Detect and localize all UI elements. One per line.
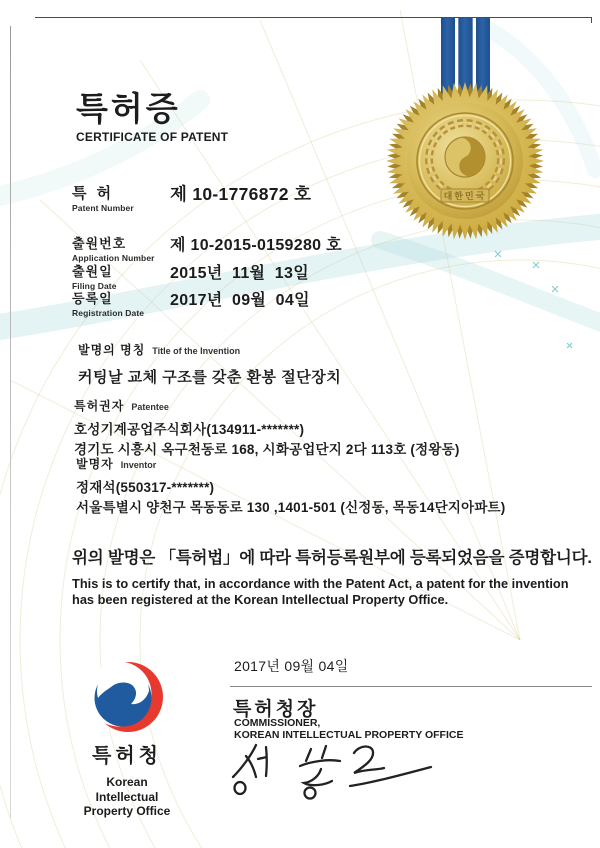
filing-date-row bbox=[72, 265, 309, 291]
patentee-label-ko: 특허권자 bbox=[74, 399, 125, 413]
certification-statement-en-line1: This is to certify that, in accordance with the Patent Act, a patent for the invention bbox=[72, 576, 569, 591]
invention-title-section bbox=[78, 341, 341, 387]
invention-title-value: 커팅날 교체 구조를 갖춘 환봉 절단장치 bbox=[78, 369, 342, 386]
patentee-section bbox=[74, 397, 460, 458]
scan-artifact-line bbox=[10, 26, 11, 818]
certification-statement bbox=[72, 544, 592, 607]
registration-date-value: 2017년 09월 04일 bbox=[170, 292, 310, 309]
title-block bbox=[76, 92, 228, 144]
registration-date-label-en: Registration Date bbox=[72, 307, 145, 318]
certification-statement-en-line2: has been registered at the Korean Intellectual Property Office. bbox=[72, 591, 449, 607]
taegeuk-logo-icon bbox=[90, 660, 164, 734]
certification-statement-ko: 위의 발명은 「특허법」에 따라 특허등록원부에 등록되었음을 증명합니다. bbox=[72, 549, 592, 567]
medal-seal-text: 대한민국 bbox=[443, 191, 487, 201]
issue-date: 2017년 09월 04일 bbox=[234, 658, 349, 674]
application-number-row bbox=[72, 237, 342, 263]
application-number-label-ko: 출원번호 bbox=[72, 236, 127, 251]
filing-date-label-en: Filing Date bbox=[72, 280, 117, 291]
patent-number-label-ko: 특 허 bbox=[72, 185, 115, 202]
agency-name-ko: 특허청 bbox=[92, 745, 162, 767]
application-number-value: 제 10-2015-0159280 호 bbox=[170, 237, 342, 254]
patentee-address: 경기도 시흥시 옥구천동로 168, 시화공업단지 2다 113호 (정왕동) bbox=[74, 441, 460, 457]
gold-medal-seal-icon bbox=[385, 81, 545, 241]
kipo-logo-block bbox=[77, 660, 177, 819]
filing-date-label-ko: 출원일 bbox=[72, 264, 113, 279]
inventor-address: 서울특별시 양천구 목동동로 130 ,1401-501 (신정동, 목동14단지아파트) bbox=[76, 499, 506, 515]
agency-name-en bbox=[77, 775, 177, 819]
inventor-name: 정재석(550317-*******) bbox=[76, 480, 215, 495]
commissioner-title-en-line1: COMMISSIONER, bbox=[234, 717, 321, 729]
patent-number-row bbox=[72, 185, 311, 213]
patent-number-value: 제 10-1776872 호 bbox=[170, 184, 312, 204]
signature-rule bbox=[230, 686, 592, 687]
agency-name-en-line2: Property Office bbox=[83, 804, 171, 818]
application-number-label-en: Application Number bbox=[72, 252, 155, 263]
invention-label-en: Title of the Invention bbox=[152, 346, 241, 356]
inventor-label-ko: 발명자 bbox=[76, 457, 114, 471]
registration-date-row bbox=[72, 292, 310, 318]
page-title: 특허증 bbox=[76, 90, 181, 127]
patentee-label-en: Patentee bbox=[131, 402, 169, 412]
certification-statement-en bbox=[72, 576, 582, 607]
invention-label-ko: 발명의 명칭 bbox=[78, 343, 146, 357]
agency-name-en-line1: Korean Intellectual bbox=[95, 775, 159, 804]
commissioner-title-ko: 특허청장 bbox=[233, 699, 319, 720]
inventor-label-en: Inventor bbox=[120, 460, 157, 470]
patent-number-label-en: Patent Number bbox=[72, 203, 134, 214]
inventor-section bbox=[76, 455, 506, 516]
patentee-name: 호성기계공업주식회사(134911-*******) bbox=[74, 422, 305, 437]
filing-date-value: 2015년 11월 13일 bbox=[170, 265, 309, 282]
top-border-rule bbox=[35, 17, 592, 18]
page-subtitle: CERTIFICATE OF PATENT bbox=[76, 130, 229, 144]
commissioner-title-en-line2: KOREAN INTELLECTUAL PROPERTY OFFICE bbox=[234, 729, 464, 741]
registration-date-label-ko: 등록일 bbox=[72, 291, 113, 306]
commissioner-signature bbox=[226, 741, 446, 803]
